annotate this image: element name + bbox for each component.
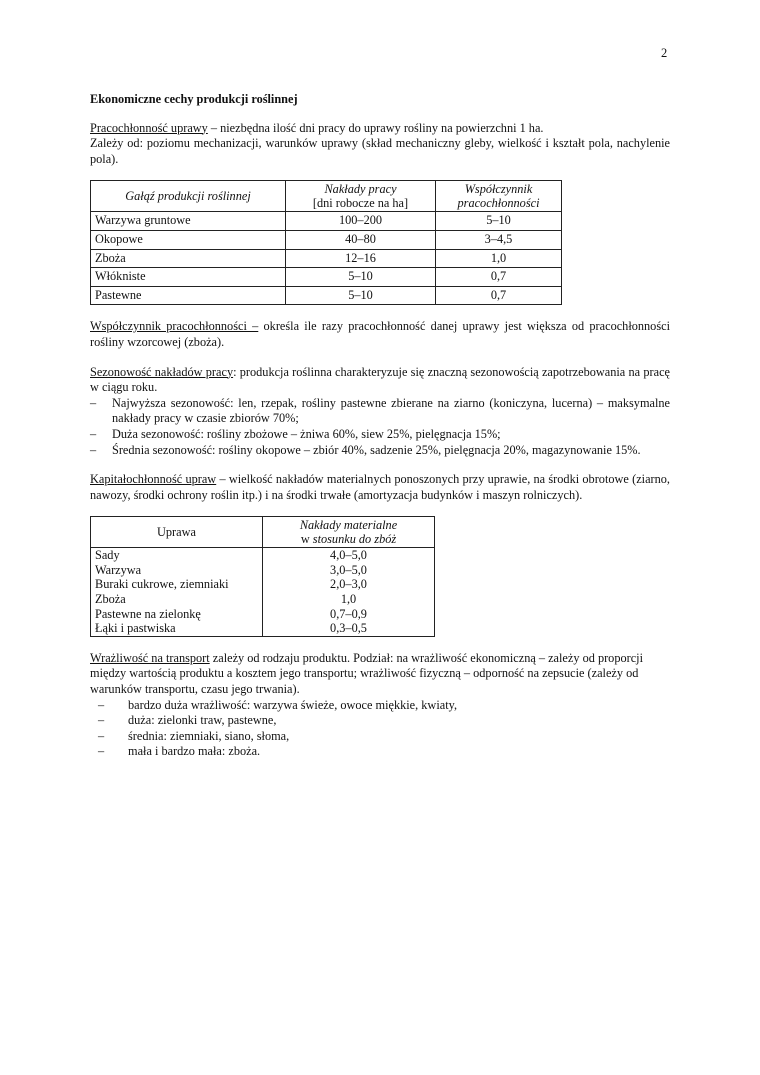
labor-cell-days: 40–80	[286, 230, 436, 249]
capital-cell-crop: Łąki i pastwiska	[95, 621, 176, 636]
labor-table-header-row	[91, 181, 562, 212]
labor-cell-coefficient: 0,7	[436, 286, 562, 305]
table-row	[91, 563, 435, 578]
wspolczynnik-definition: określa ile razy pracochłonność danej uprawy jest większa od pracochłonności rośliny wzorcowej (zboża).	[90, 319, 670, 349]
labor-cell-days: 100–200	[286, 212, 436, 231]
capital-cell-value: 0,7–0,9	[263, 607, 435, 622]
labor-header-inputs-line1: Nakłady pracy	[324, 182, 397, 197]
capital-cell-crop: Pastewne na zielonkę	[95, 606, 201, 621]
capital-table-header-row	[91, 517, 435, 548]
labor-cell-days: 12–16	[286, 249, 436, 268]
table-row	[91, 577, 435, 592]
transport-sensitivity-list	[90, 698, 670, 760]
table-row	[91, 548, 435, 563]
pracochlonnosc-depends: Zależy od: poziomu mechanizacji, warunków uprawy (skład mechaniczny gleby, wielkość i kształt pola, nachylenie pola).	[90, 136, 670, 166]
pracochlonnosc-term: Pracochłonność uprawy	[90, 120, 208, 135]
list-item: – duża: zielonki traw, pastewne,	[90, 713, 670, 729]
labor-cell-coefficient: 1,0	[436, 249, 562, 268]
labor-header-inputs-line2: [dni robocze na ha]	[312, 196, 409, 211]
table-row	[91, 286, 562, 305]
list-item: – bardzo duża wrażliwość: warzywa świeże, owoce miękkie, kwiaty,	[90, 698, 670, 714]
capital-cell-value: 2,0–3,0	[263, 577, 435, 592]
document-body	[90, 92, 670, 760]
wrazliwosc-definition: zależy od rodzaju produktu. Podział: na wrażliwość ekonomiczną – zależy od proporcji między wartością produktu a kosztem jego transportu; wrażliwość fizyczną – odporność na zepsucie (zależy od warunków transportu, czasu jego trwania).	[90, 650, 644, 697]
list-item: – Duża sezonowość: rośliny zbożowe – żniwa 60%, siew 25%, pielęgnacja 15%;	[90, 427, 670, 443]
labor-header-coefficient-line2: pracochłonności	[457, 196, 540, 211]
pracochlonnosc-paragraph	[90, 121, 670, 137]
wrazliwosc-term: Wrażliwość na transport	[90, 650, 210, 665]
labor-header-coefficient	[436, 181, 562, 212]
seasonality-list	[90, 396, 670, 458]
labor-cell-branch: Zboża	[91, 249, 286, 268]
table-row	[91, 607, 435, 622]
list-item: – Średnia sezonowość: rośliny okopowe – zbiór 40%, sadzenie 25%, pielęgnacja 20%, magazynowanie 15%.	[90, 443, 670, 459]
labor-cell-branch: Warzywa gruntowe	[91, 212, 286, 231]
capital-cell-crop: Zboża	[95, 592, 126, 607]
capital-header-inputs-line1: Nakłady materialne	[299, 518, 398, 533]
kapitalochlonnosc-paragraph	[90, 472, 670, 503]
table-row	[91, 592, 435, 607]
list-item: – Najwyższa sezonowość: len, rzepak, rośliny pastewne zbierane na ziarno (koniczyna, lucerna) – maksymalne nakłady pracy w czasie zbiorów 70%;	[90, 396, 670, 427]
kapitalochlonnosc-term: Kapitałochłonność upraw	[90, 472, 217, 487]
wspolczynnik-paragraph	[90, 319, 670, 350]
labor-header-branch: Gałąź produkcji roślinnej	[91, 181, 286, 212]
capital-cell-crop: Warzywa	[95, 562, 142, 577]
labor-cell-coefficient: 3–4,5	[436, 230, 562, 249]
sezonowosc-definition: : produkcja roślinna charakteryzuje się znaczną sezonowością zapotrzebowania na pracę w ciągu roku.	[90, 364, 670, 395]
capital-header-inputs-italic: stosunku do zbóż	[312, 532, 397, 547]
list-item: – mała i bardzo mała: zboża.	[90, 744, 670, 760]
capital-cell-value: 0,3–0,5	[263, 621, 435, 636]
kapitalochlonnosc-definition: – wielkość nakładów materialnych ponoszonych przy uprawie, na środki obrotowe (ziarno, nawozy, środki ochrony roślin itp.) i na środki trwałe (amortyzacja budynków i maszyn rolniczych).	[90, 472, 670, 502]
wrazliwosc-paragraph	[90, 651, 670, 698]
labor-header-coefficient-line1: Współczynnik	[464, 182, 533, 197]
wspolczynnik-term: Współczynnik pracochłonności –	[90, 319, 259, 334]
capital-cell-value: 4,0–5,0	[263, 548, 435, 563]
table-row	[91, 268, 562, 287]
labor-cell-branch: Pastewne	[91, 286, 286, 305]
capital-cell-value: 1,0	[263, 592, 435, 607]
table-row	[91, 621, 435, 636]
labor-cell-days: 5–10	[286, 268, 436, 287]
capital-cell-crop: Buraki cukrowe, ziemniaki	[95, 577, 229, 592]
capital-cell-value: 3,0–5,0	[263, 563, 435, 578]
capital-table	[90, 516, 435, 637]
page-number: 2	[661, 46, 668, 60]
labor-cell-days: 5–10	[286, 286, 436, 305]
labor-cell-coefficient: 0,7	[436, 268, 562, 287]
labor-cell-branch: Włókniste	[91, 268, 286, 287]
capital-header-inputs	[263, 517, 435, 548]
labor-table	[90, 180, 562, 305]
sezonowosc-paragraph	[90, 365, 670, 396]
section-title: Ekonomiczne cechy produkcji roślinnej	[90, 92, 298, 106]
capital-cell-crop: Sady	[95, 548, 120, 563]
labor-header-inputs	[286, 181, 436, 212]
sezonowosc-term: Sezonowość nakładów pracy	[90, 364, 234, 379]
table-row	[91, 212, 562, 231]
capital-header-crop: Uprawa	[91, 517, 263, 548]
pracochlonnosc-definition: – niezbędna ilość dni pracy do uprawy rośliny na powierzchni 1 ha.	[207, 120, 544, 135]
list-item: – średnia: ziemniaki, siano, słoma,	[90, 729, 670, 745]
capital-header-inputs-prefix: w	[300, 532, 313, 547]
table-row	[91, 249, 562, 268]
table-row	[91, 230, 562, 249]
labor-cell-branch: Okopowe	[91, 230, 286, 249]
labor-cell-coefficient: 5–10	[436, 212, 562, 231]
